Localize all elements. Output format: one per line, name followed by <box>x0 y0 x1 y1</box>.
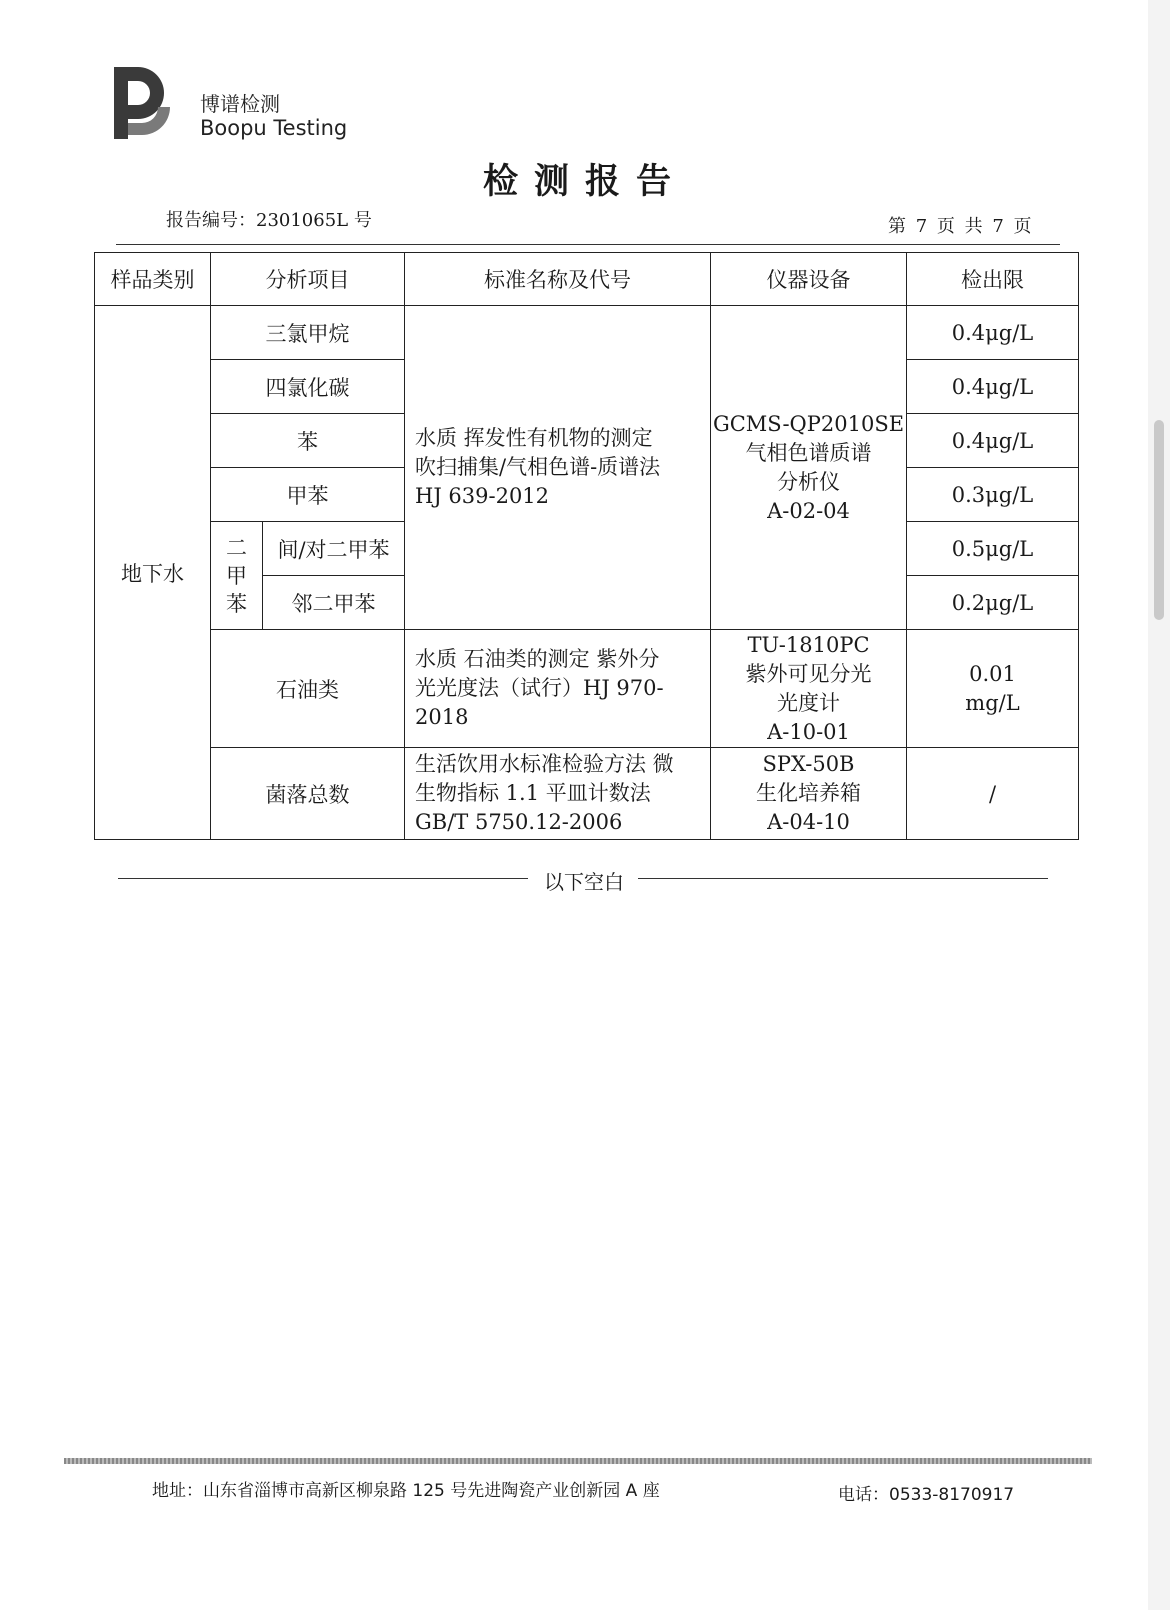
header-standard: 标准名称及代号 <box>405 253 711 306</box>
footer-phone: 电话：0533-8170917 <box>838 1485 1015 1505</box>
item-name: 四氯化碳 <box>211 360 405 414</box>
header-detection-limit: 检出限 <box>907 253 1079 306</box>
limit-value: 0.01 <box>969 661 1016 686</box>
standard-cell <box>405 630 711 748</box>
item-name: 菌落总数 <box>211 748 405 840</box>
item-name: 三氯甲烷 <box>211 306 405 360</box>
instrument-line: 紫外可见分光 <box>745 661 872 686</box>
blank-below-marker <box>118 866 1048 894</box>
standard-cell <box>405 306 711 630</box>
limit-unit: mg/L <box>965 690 1020 715</box>
item-name: 苯 <box>211 414 405 468</box>
boopu-logo <box>110 65 172 141</box>
instrument-line: 分析仪 <box>777 469 840 494</box>
standard-line: 水质 石油类的测定 紫外分 <box>415 647 660 671</box>
instrument-line: GCMS-QP2010SE <box>712 411 905 436</box>
instrument-line: A-02-04 <box>767 498 850 523</box>
instrument-line: A-04-10 <box>767 810 850 834</box>
table-row <box>95 630 1079 748</box>
instrument-cell <box>711 630 907 748</box>
header-instrument: 仪器设备 <box>711 253 907 306</box>
item-name: 间/对二甲苯 <box>263 522 405 576</box>
xylene-label-char: 二 <box>226 535 247 560</box>
standard-cell <box>405 748 711 840</box>
instrument-line: 生化培养箱 <box>756 781 861 805</box>
standard-line: 生活饮用水标准检验方法 微 <box>415 752 674 776</box>
brand-name-cn: 博谱检测 <box>200 92 280 116</box>
standard-line: GB/T 5750.12-2006 <box>415 810 623 834</box>
limit-cell: 0.4μg/L <box>907 306 1079 360</box>
header-divider <box>116 244 1060 245</box>
report-number: 报告编号：2301065L 号 <box>166 210 372 231</box>
header-sample-category: 样品类别 <box>95 253 211 306</box>
header-analysis-item: 分析项目 <box>211 253 405 306</box>
instrument-line: 气相色谱质谱 <box>745 440 872 465</box>
instrument-line: SPX-50B <box>762 752 855 776</box>
dash-line-right <box>638 878 1048 879</box>
standard-line: 生物指标 1.1 平皿计数法 <box>415 781 651 805</box>
limit-cell <box>907 630 1079 748</box>
table-row <box>95 306 1079 360</box>
limit-cell: 0.5μg/L <box>907 522 1079 576</box>
footer-address: 地址：山东省淄博市高新区柳泉路 125 号先进陶瓷产业创新园 A 座 <box>152 1481 660 1501</box>
xylene-group-label <box>211 522 263 630</box>
instrument-cell <box>711 306 907 630</box>
instrument-line: 光度计 <box>777 690 840 715</box>
page-title: 检测报告 <box>482 161 687 202</box>
item-name: 甲苯 <box>211 468 405 522</box>
page-indicator: 第 7 页 共 7 页 <box>888 216 1034 237</box>
limit-cell: 0.2μg/L <box>907 576 1079 630</box>
dash-line-left <box>118 878 528 879</box>
standard-line: 光光度法（试行）HJ 970-2018 <box>415 676 664 729</box>
xylene-label-char: 苯 <box>226 591 247 616</box>
brand-name-en: Boopu Testing <box>200 116 348 140</box>
limit-cell: 0.3μg/L <box>907 468 1079 522</box>
results-table <box>94 252 1079 840</box>
item-name: 邻二甲苯 <box>263 576 405 630</box>
instrument-cell <box>711 748 907 840</box>
table-row <box>95 748 1079 840</box>
standard-line: 吹扫捕集/气相色谱-质谱法 <box>415 455 661 479</box>
limit-cell: / <box>907 748 1079 840</box>
item-name: 石油类 <box>211 630 405 748</box>
blank-below-text: 以下空白 <box>540 866 628 895</box>
table-header-row <box>95 253 1079 306</box>
standard-line: 水质 挥发性有机物的测定 <box>415 426 653 450</box>
scrollbar-thumb[interactable] <box>1154 420 1164 620</box>
limit-cell: 0.4μg/L <box>907 360 1079 414</box>
xylene-label-char: 甲 <box>226 563 247 588</box>
footer-divider <box>64 1458 1092 1464</box>
sample-category-cell: 地下水 <box>95 306 211 840</box>
instrument-line: A-10-01 <box>767 719 850 744</box>
page-edge <box>1148 0 1170 1610</box>
standard-line: HJ 639-2012 <box>415 484 550 508</box>
instrument-line: TU-1810PC <box>747 632 870 657</box>
limit-cell: 0.4μg/L <box>907 414 1079 468</box>
